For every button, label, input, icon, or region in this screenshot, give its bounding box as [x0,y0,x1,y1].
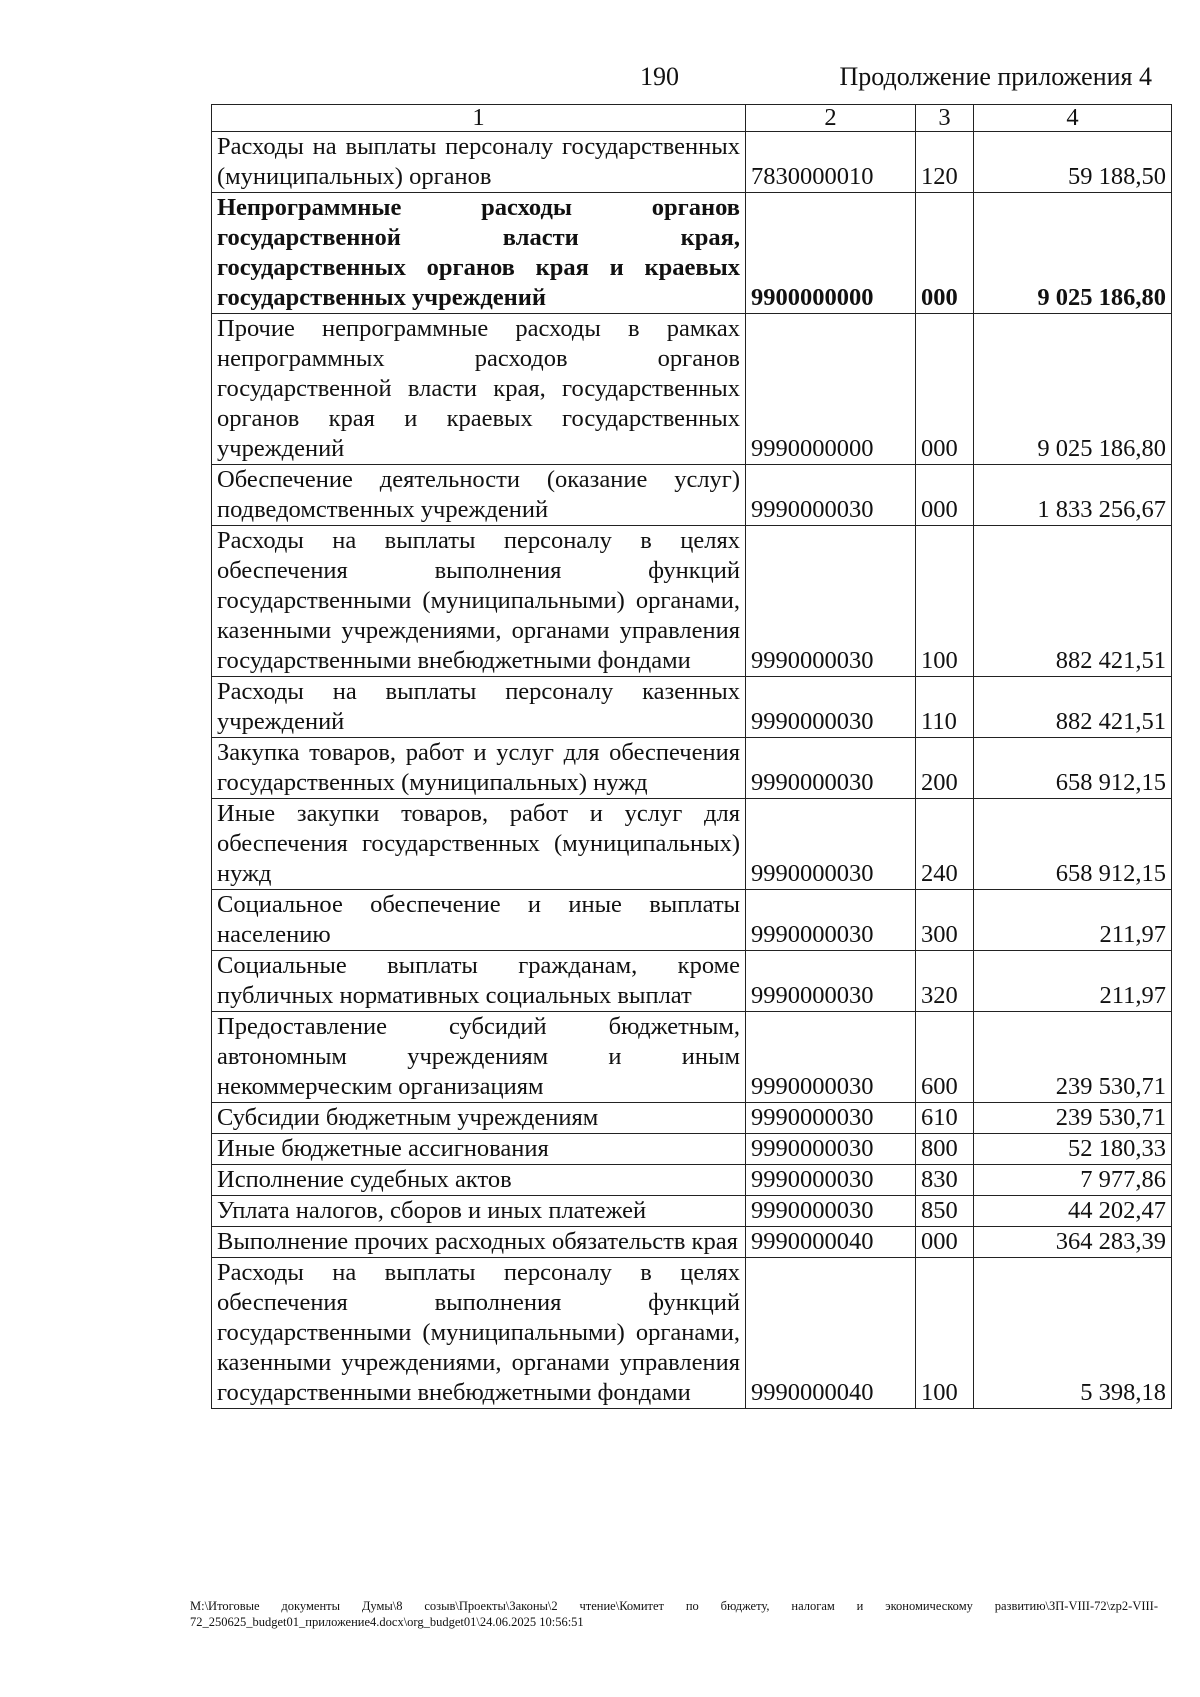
row-name: Расходы на выплаты персоналу казенных учреждений [212,677,746,738]
row-expense-type: 600 [916,1012,974,1103]
row-expense-type: 100 [916,526,974,677]
row-amount: 52 180,33 [974,1134,1172,1165]
row-expense-type: 200 [916,738,974,799]
table-row [212,1012,1172,1103]
table-row [212,738,1172,799]
row-name: Выполнение прочих расходных обязательств края [212,1227,746,1258]
table-row [212,1258,1172,1409]
row-name: Расходы на выплаты персоналу в целях обеспечения выполнения функций государственными (муниципальными) органами, казенными учреждениями, органами управления государственными внебюджетными фондами [212,1258,746,1409]
table-body [212,132,1172,1409]
row-amount: 7 977,86 [974,1165,1172,1196]
table-row [212,132,1172,193]
column-header-4: 4 [974,105,1172,132]
row-name: Социальное обеспечение и иные выплаты населению [212,890,746,951]
row-name: Закупка товаров, работ и услуг для обеспечения государственных (муниципальных) нужд [212,738,746,799]
row-code: 9990000030 [746,890,916,951]
row-name: Расходы на выплаты персоналу в целях обеспечения выполнения функций государственными (муниципальными) органами, казенными учреждениями, органами управления государственными внебюджетными фондами [212,526,746,677]
page-number: 190 [640,62,679,91]
row-amount: 1 833 256,67 [974,465,1172,526]
row-amount: 44 202,47 [974,1196,1172,1227]
column-header-2: 2 [746,105,916,132]
row-code: 9990000030 [746,1134,916,1165]
row-expense-type: 000 [916,193,974,314]
row-amount: 211,97 [974,951,1172,1012]
row-amount: 364 283,39 [974,1227,1172,1258]
row-code: 9990000030 [746,1103,916,1134]
table-row [212,1134,1172,1165]
table-row [212,1103,1172,1134]
row-code: 9990000030 [746,526,916,677]
table-row [212,1165,1172,1196]
row-expense-type: 300 [916,890,974,951]
row-name: Иные бюджетные ассигнования [212,1134,746,1165]
row-name: Субсидии бюджетным учреждениям [212,1103,746,1134]
row-code: 9990000030 [746,1196,916,1227]
row-expense-type: 240 [916,799,974,890]
row-expense-type: 100 [916,1258,974,1409]
row-amount: 9 025 186,80 [974,314,1172,465]
row-expense-type: 110 [916,677,974,738]
row-expense-type: 830 [916,1165,974,1196]
budget-table [211,104,1172,1409]
table-header [212,105,1172,132]
row-amount: 5 398,18 [974,1258,1172,1409]
row-name: Исполнение судебных актов [212,1165,746,1196]
row-expense-type: 610 [916,1103,974,1134]
table-row [212,465,1172,526]
row-code: 9990000030 [746,951,916,1012]
row-expense-type: 320 [916,951,974,1012]
row-amount: 658 912,15 [974,738,1172,799]
row-expense-type: 120 [916,132,974,193]
row-expense-type: 000 [916,314,974,465]
row-amount: 211,97 [974,890,1172,951]
document-path-footer: М:\Итоговые документы Думы\8 созыв\Проекты\Законы\2 чтение\Комитет по бюджету, налогам и экономическому развитию\ЗП-VIII-72\zp2-VIII-72_250625_budget01_приложение4.docx\org_budget01\24.06.2025 10:56:51 [190,1599,1158,1629]
row-amount: 882 421,51 [974,526,1172,677]
table-row [212,951,1172,1012]
row-amount: 882 421,51 [974,677,1172,738]
column-header-1: 1 [212,105,746,132]
table-row [212,1227,1172,1258]
row-code: 9900000000 [746,193,916,314]
row-code: 9990000040 [746,1227,916,1258]
row-code: 9990000030 [746,1165,916,1196]
table-row [212,526,1172,677]
row-code: 7830000010 [746,132,916,193]
row-code: 9990000040 [746,1258,916,1409]
table-row [212,677,1172,738]
row-name: Социальные выплаты гражданам, кроме публичных нормативных социальных выплат [212,951,746,1012]
header-row [212,105,1172,132]
row-code: 9990000000 [746,314,916,465]
table-row [212,1196,1172,1227]
row-expense-type: 850 [916,1196,974,1227]
row-code: 9990000030 [746,677,916,738]
row-name: Прочие непрограммные расходы в рамках непрограммных расходов органов государственной власти края, государственных органов края и краевых государственных учреждений [212,314,746,465]
row-name: Непрограммные расходы органов государственной власти края, государственных органов края и краевых государственных учреждений [212,193,746,314]
row-expense-type: 800 [916,1134,974,1165]
row-name: Иные закупки товаров, работ и услуг для обеспечения государственных (муниципальных) нужд [212,799,746,890]
row-code: 9990000030 [746,465,916,526]
row-code: 9990000030 [746,1012,916,1103]
row-expense-type: 000 [916,465,974,526]
row-code: 9990000030 [746,738,916,799]
column-header-3: 3 [916,105,974,132]
row-name: Обеспечение деятельности (оказание услуг) подведомственных учреждений [212,465,746,526]
row-amount: 658 912,15 [974,799,1172,890]
table-row [212,799,1172,890]
row-expense-type: 000 [916,1227,974,1258]
row-amount: 239 530,71 [974,1103,1172,1134]
table-row [212,314,1172,465]
row-code: 9990000030 [746,799,916,890]
row-name: Предоставление субсидий бюджетным, автономным учреждениям и иным некоммерческим организациям [212,1012,746,1103]
table-row [212,890,1172,951]
row-amount: 59 188,50 [974,132,1172,193]
table-row [212,193,1172,314]
appendix-continuation-label: Продолжение приложения 4 [839,62,1152,91]
row-name: Уплата налогов, сборов и иных платежей [212,1196,746,1227]
row-amount: 9 025 186,80 [974,193,1172,314]
row-name: Расходы на выплаты персоналу государственных (муниципальных) органов [212,132,746,193]
row-amount: 239 530,71 [974,1012,1172,1103]
